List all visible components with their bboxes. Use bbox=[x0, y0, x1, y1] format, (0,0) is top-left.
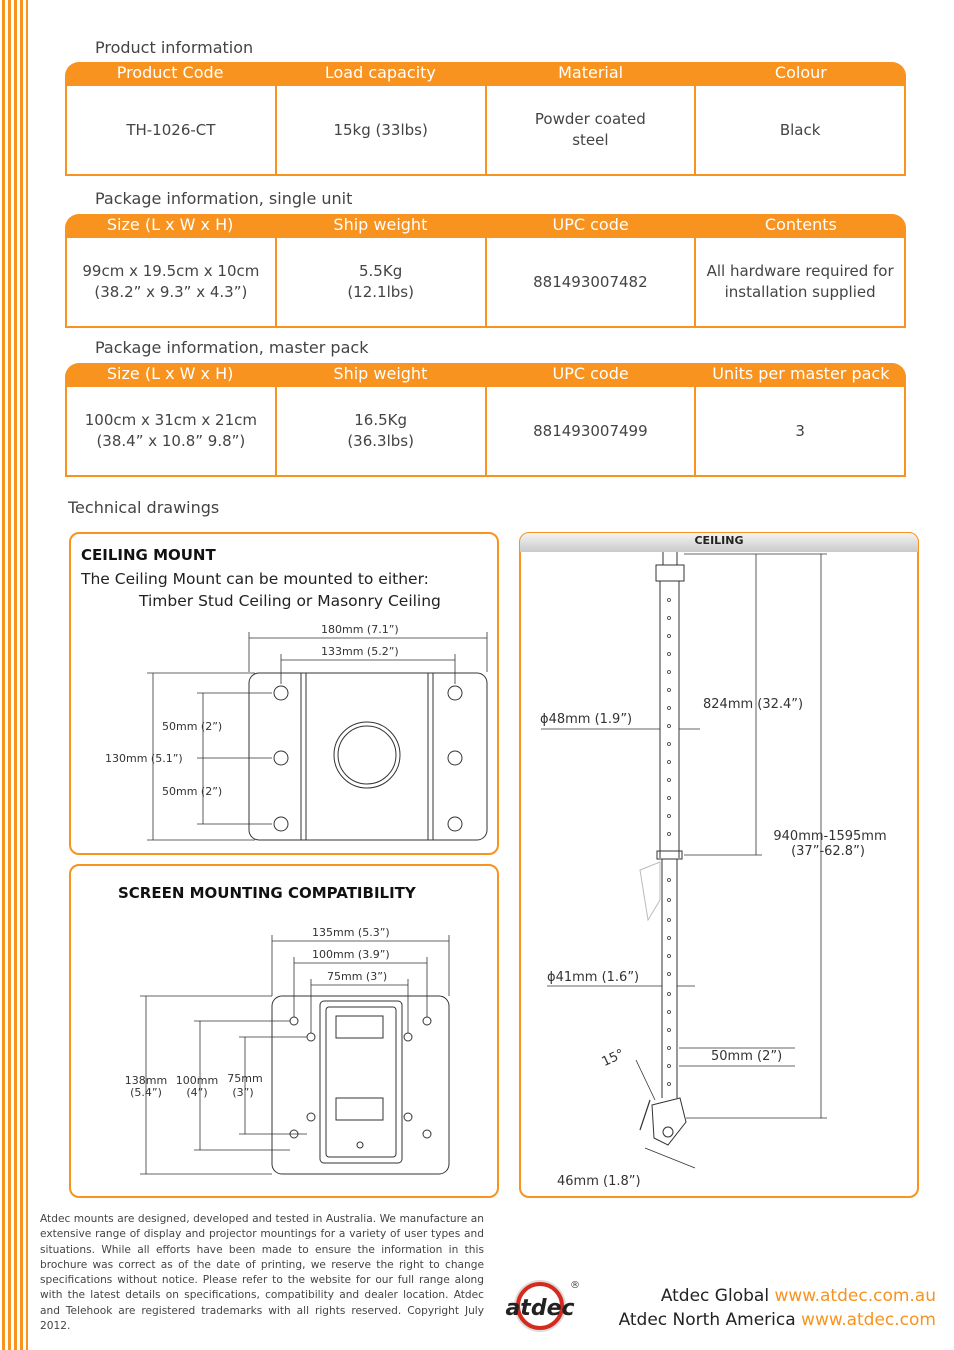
length-fixed-label: 824mm (32.4”) bbox=[703, 697, 804, 712]
contact-north-america bbox=[619, 1310, 936, 1330]
dim-h3-inch: (3”) bbox=[232, 1086, 254, 1099]
table-cell: TH-1026-CT bbox=[67, 86, 277, 174]
table-row bbox=[65, 86, 906, 176]
logo-text: atdec bbox=[505, 1296, 575, 1321]
package-single-table bbox=[65, 214, 906, 328]
header-cell: Load capacity bbox=[324, 63, 436, 82]
decor-stripe bbox=[2, 0, 5, 1350]
dim-h2-inch: (4”) bbox=[186, 1086, 208, 1099]
screen-plate bbox=[272, 996, 449, 1174]
ceiling-mount-line1: The Ceiling Mount can be mounted to either: bbox=[81, 570, 429, 588]
technical-drawings-title: Technical drawings bbox=[68, 498, 220, 517]
dim-w3: 75mm (3”) bbox=[327, 970, 388, 983]
header-cell: Ship weight bbox=[333, 215, 428, 234]
ceiling-mount-line2: Timber Stud Ceiling or Masonry Ceiling bbox=[139, 592, 441, 610]
product-info-table bbox=[65, 62, 906, 176]
header-cell: Contents bbox=[764, 215, 837, 234]
global-label: Atdec Global bbox=[660, 1286, 770, 1306]
table-cell: 99cm x 19.5cm x 10cm (38.2” x 9.3” x 4.3”) bbox=[67, 238, 277, 326]
registered-mark: ® bbox=[570, 1280, 580, 1291]
disclaimer-text: Atdec mounts are designed, developed and tested in Australia. We manufacture an extensive range of display and projector mountings for a variety of user types and situations. While all efforts have been made to ensure the information in this brochure was correct as of the date of printing, we reserve the right to change specifications without notice. Please refer to the website for our full range along with the latest details on specifications, compatibility and dealer location. Atdec and Telehook are registered trademarks with all rights reserved. Copyright July 2012. bbox=[40, 1213, 484, 1333]
table-cell: All hardware required for installation supplied bbox=[706, 262, 894, 301]
na-label: Atdec North America bbox=[618, 1310, 796, 1330]
dimension-lines bbox=[147, 632, 487, 840]
dim-height: 130mm (5.1”) bbox=[105, 752, 183, 765]
dimension-lines bbox=[541, 554, 827, 1168]
header-cell: Size (L x W x H) bbox=[106, 215, 234, 234]
package-master-table bbox=[65, 363, 906, 477]
header-cell: Colour bbox=[774, 63, 827, 82]
ceiling-mount-drawing bbox=[69, 532, 499, 855]
table-cell: 16.5Kg (36.3lbs) bbox=[277, 387, 487, 475]
decor-stripe bbox=[8, 0, 11, 1350]
header-cell: Units per master pack bbox=[712, 364, 890, 383]
table-row bbox=[65, 238, 906, 328]
dim-h3: 75mm bbox=[227, 1072, 263, 1085]
atdec-logo bbox=[500, 1278, 580, 1338]
hole-spacing-label: 50mm (2”) bbox=[711, 1049, 783, 1064]
table-cell: Powder coated steel bbox=[487, 86, 697, 174]
header-cell: UPC code bbox=[552, 364, 629, 383]
package-single-title: Package information, single unit bbox=[95, 189, 353, 208]
ceiling-bar: CEILING bbox=[520, 533, 918, 552]
na-link[interactable]: www.atdec.com bbox=[801, 1310, 936, 1330]
screen-mount-drawing bbox=[69, 864, 499, 1198]
header-cell: Product Code bbox=[116, 63, 224, 82]
dim-width-inner: 133mm (5.2”) bbox=[321, 645, 399, 658]
decor-stripe bbox=[26, 0, 28, 1350]
table-cell: 3 bbox=[795, 421, 805, 440]
length-range-label: 940mm-1595mm bbox=[773, 829, 887, 844]
angle-label: 15° bbox=[599, 1046, 627, 1071]
table-cell: Black bbox=[779, 120, 821, 139]
table-header bbox=[65, 214, 906, 238]
dim-spacing-bottom: 50mm (2”) bbox=[162, 785, 223, 798]
dia-bottom-label: ϕ41mm (1.6”) bbox=[547, 970, 640, 985]
pole bbox=[640, 552, 686, 1145]
contact-global bbox=[661, 1286, 936, 1306]
table-row bbox=[65, 387, 906, 477]
table-cell: 100cm x 31cm x 21cm (38.4” x 10.8” 9.8”) bbox=[67, 387, 277, 475]
dim-w2: 100mm (3.9”) bbox=[312, 948, 390, 961]
table-header bbox=[65, 62, 906, 86]
length-range-inch: (37”-62.8”) bbox=[791, 844, 865, 859]
header-cell: Size (L x W x H) bbox=[106, 364, 234, 383]
package-master-title: Package information, master pack bbox=[95, 338, 369, 357]
dim-h1: 138mm bbox=[124, 1074, 168, 1087]
pole-holes bbox=[668, 599, 671, 1086]
bracket-depth-label: 46mm (1.8”) bbox=[557, 1174, 641, 1189]
table-cell: 881493007482 bbox=[487, 238, 697, 326]
product-info-title: Product information bbox=[95, 38, 254, 57]
ceiling-plate bbox=[249, 673, 487, 840]
header-cell: Material bbox=[558, 63, 624, 82]
global-link[interactable]: www.atdec.com.au bbox=[774, 1286, 936, 1306]
decor-stripe bbox=[14, 0, 17, 1350]
decor-stripe bbox=[20, 0, 23, 1350]
dim-h2: 100mm bbox=[175, 1074, 219, 1087]
pole-drawing bbox=[519, 552, 919, 1198]
dim-w1: 135mm (5.3”) bbox=[312, 926, 390, 939]
screen-mount-title: SCREEN MOUNTING COMPATIBILITY bbox=[118, 884, 416, 902]
ceiling-mount-title: CEILING MOUNT bbox=[81, 546, 216, 564]
dia-top-label: ϕ48mm (1.9”) bbox=[540, 712, 633, 727]
table-cell: 15kg (33lbs) bbox=[277, 86, 487, 174]
table-cell: 5.5Kg (12.1lbs) bbox=[277, 238, 487, 326]
dim-width-outer: 180mm (7.1”) bbox=[321, 623, 399, 636]
dim-h1-inch: (5.4”) bbox=[130, 1086, 162, 1099]
header-cell: UPC code bbox=[552, 215, 629, 234]
header-cell: Ship weight bbox=[333, 364, 428, 383]
table-header bbox=[65, 363, 906, 387]
table-cell: 881493007499 bbox=[487, 387, 697, 475]
dim-spacing-top: 50mm (2”) bbox=[162, 720, 223, 733]
